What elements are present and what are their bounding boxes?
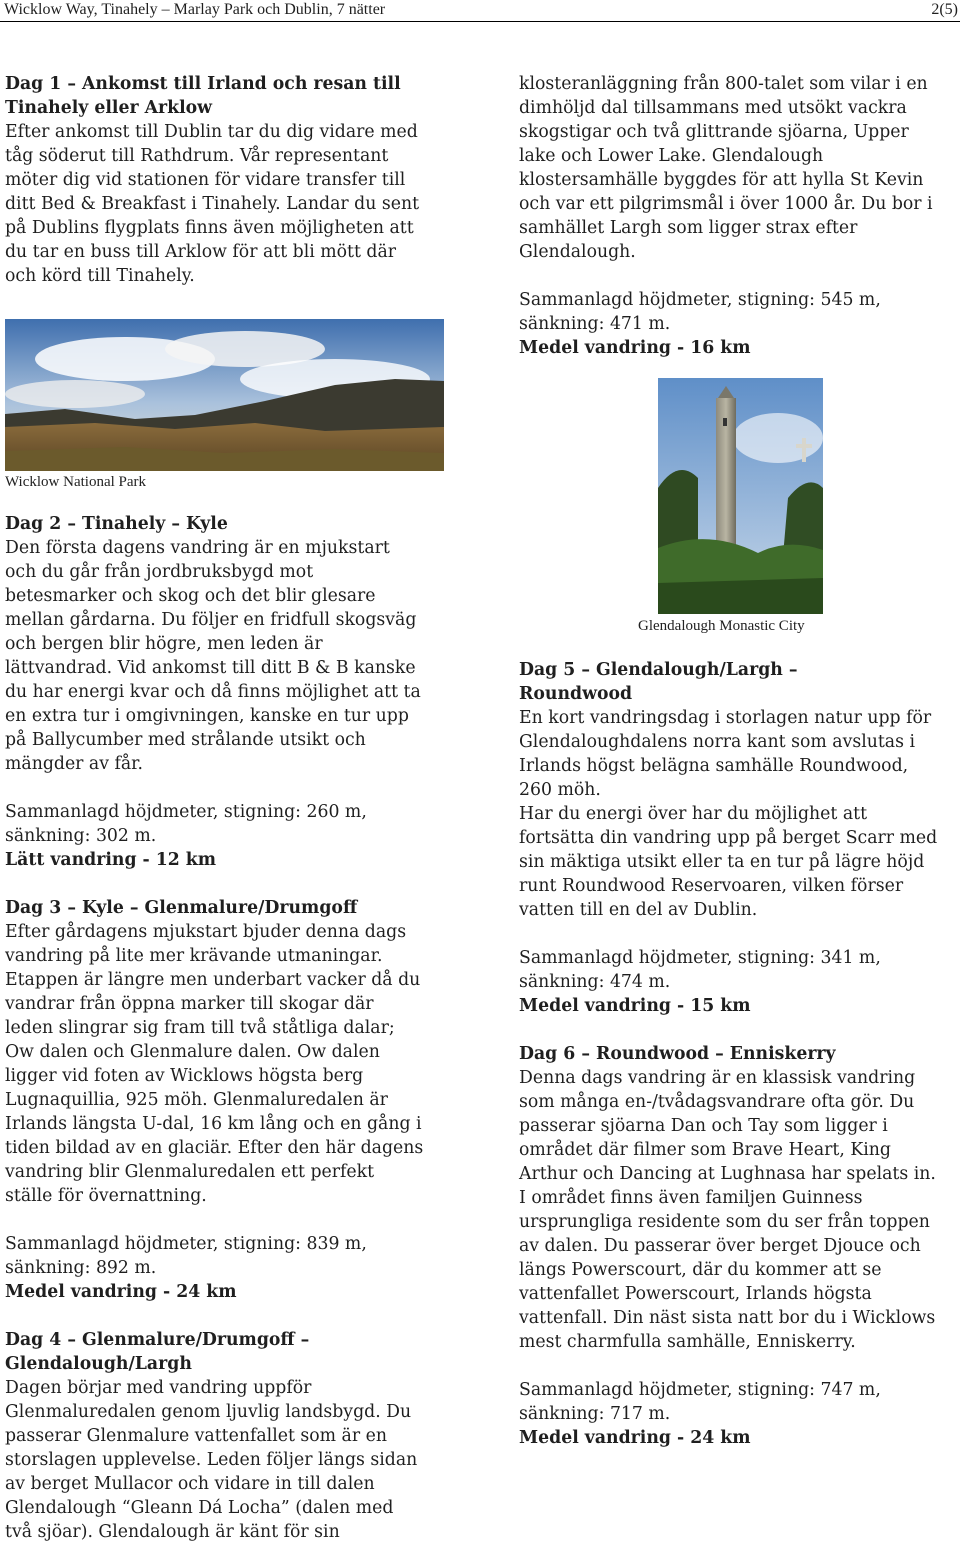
- day-1-section: [5, 72, 451, 288]
- day-4-elevation: sänkning: 471 m.: [519, 314, 671, 334]
- day-1-text: och körd till Tinahely.: [5, 266, 195, 286]
- day-4-text: klostersamhälle byggdes för att hylla St Kevin: [519, 170, 924, 190]
- day-4-text: klosteranläggning från 800-talet som vilar i en: [519, 74, 928, 94]
- day-4-text: passerar Glenmalure vattenfallet som är en: [5, 1426, 387, 1446]
- day-2-text: betesmarker och skog och det blir glesare: [5, 586, 376, 606]
- day-1-text: på Dublins flygplats finns även möjligheten att: [5, 218, 414, 238]
- document-title: Wicklow Way, Tinahely – Marlay Park och Dublin, 7 nätter: [4, 1, 386, 18]
- day-6-text: vattenfall. Din näst sista natt bor du i Wicklows: [519, 1308, 936, 1328]
- day-1-text: tåg söderut till Rathdrum. Vår representant: [5, 146, 389, 166]
- day-5-text: Har du energi över har du möjlighet att: [519, 804, 868, 824]
- day-2-text: en extra tur i omgivningen, kanske en tur upp: [5, 706, 409, 726]
- day-4-text: och var ett pilgrimsmål i över 1000 år. Du bor i: [519, 194, 933, 214]
- day-5-grade: Medel vandring - 15 km: [519, 996, 751, 1016]
- day-4-text: Glenmaluredalen genom ljuvlig landsbygd. Du: [5, 1402, 412, 1422]
- wicklow-national-park-photo: [5, 319, 444, 471]
- day-1-text: ditt Bed & Breakfast i Tinahely. Landar du sent: [5, 194, 420, 214]
- day-4-text: samhället Largh som ligger strax efter: [519, 218, 858, 238]
- day-4-text: dimhöljd dal tillsammans med utsökt vackra: [519, 98, 907, 118]
- day-2-text: och bergen blir högre, men leden är: [5, 634, 323, 654]
- day-2-text: och du går från jordbruksbygd mot: [5, 562, 314, 582]
- day-3-text: vandring blir Glenmaluredalen ett perfekt: [5, 1162, 375, 1182]
- day-5-heading: Dag 5 – Glendalough/Largh –: [519, 660, 798, 680]
- day-2-text: lättvandrad. Vid ankomst till ditt B & B kanske: [5, 658, 416, 678]
- day-2-grade: Lätt vandring - 12 km: [5, 850, 217, 870]
- day-1-text: möter dig vid stationen för vidare transfer till: [5, 170, 406, 190]
- day-3-text: ligger vid foten av Wicklows högsta berg: [5, 1066, 364, 1086]
- day-3-text: ställe för övernattning.: [5, 1186, 207, 1206]
- day-3-text: vandrar från öppna marker till skogar där: [5, 994, 374, 1014]
- day-5-text: runt Roundwood Reservoaren, vilken förser: [519, 876, 904, 896]
- day-1-heading: Dag 1 – Ankomst till Irland och resan till: [5, 74, 401, 94]
- day-2-text: Den första dagens vandring är en mjukstart: [5, 538, 390, 558]
- page-header: [0, 0, 960, 22]
- day-5-text: fortsätta din vandring upp på berget Scarr med: [519, 828, 938, 848]
- day-4-heading: Dag 4 – Glenmalure/Drumgoff –: [5, 1330, 310, 1350]
- day-5-text: En kort vandringsdag i storlagen natur upp för: [519, 708, 932, 728]
- day-3-text: Efter gårdagens mjukstart bjuder denna dags: [5, 922, 407, 942]
- day-4-text: Glendalough.: [519, 242, 636, 262]
- page-number: 2(5): [931, 1, 958, 18]
- day-3-text: tiden bildad av en glaciär. Efter den här dagens: [5, 1138, 424, 1158]
- day-5-text: vatten till en del av Dublin.: [519, 900, 758, 920]
- day-6-text: mest charmfulla samhälle, Enniskerry.: [519, 1332, 856, 1352]
- day-6-text: I området finns även familjen Guinness: [519, 1188, 863, 1208]
- left-column: [5, 72, 451, 1544]
- day-4-heading: Glendalough/Largh: [5, 1354, 192, 1374]
- day-1-heading: Tinahely eller Arklow: [5, 98, 213, 118]
- day-2-text: du har energi kvar och då finns möjlighet att ta: [5, 682, 421, 702]
- day-1-text: Efter ankomst till Dublin tar du dig vidare med: [5, 122, 418, 142]
- glendalough-monastic-city-photo: [658, 378, 823, 614]
- day-3-grade: Medel vandring - 24 km: [5, 1282, 237, 1302]
- day-3-heading: Dag 3 – Kyle – Glenmalure/Drumgoff: [5, 898, 358, 918]
- day-6-elevation: sänkning: 717 m.: [519, 1404, 671, 1424]
- day-3-text: Ow dalen och Glenmalure dalen. Ow dalen: [5, 1042, 380, 1062]
- day-6-text: Denna dags vandring är en klassisk vandring: [519, 1068, 916, 1088]
- day-6-text: ursprungliga residente som du ser från toppen: [519, 1212, 930, 1232]
- day-3-text: Etappen är längre men underbart vacker då du: [5, 970, 421, 990]
- day-6-heading: Dag 6 – Roundwood – Enniskerry: [519, 1044, 836, 1064]
- day-4-text: Dagen börjar med vandring uppför: [5, 1378, 312, 1398]
- day-4-continued-section: [519, 72, 960, 360]
- day-4-text: skogstigar och två glittrande sjöarna, Upper: [519, 122, 909, 142]
- photo-caption: Wicklow National Park: [5, 474, 147, 490]
- day-5-text: Glendaloughdalens norra kant som avslutas i: [519, 732, 915, 752]
- day-6-grade: Medel vandring - 24 km: [519, 1428, 751, 1448]
- day-6-text: området där filmer som Brave Heart, King: [519, 1140, 891, 1160]
- day-5-elevation: sänkning: 474 m.: [519, 972, 671, 992]
- day-4-text: lake och Lower Lake. Glendalough: [519, 146, 824, 166]
- day-5-heading: Roundwood: [519, 684, 633, 704]
- day-2-elevation: sänkning: 302 m.: [5, 826, 157, 846]
- photo-caption: Glendalough Monastic City: [638, 618, 805, 634]
- day-1-text: du tar en buss till Arklow för att bli mött där: [5, 242, 397, 262]
- day-4-text: två sjöar). Glendalough är känt för sin: [5, 1522, 340, 1542]
- day-5-text: 260 möh.: [519, 780, 601, 800]
- day-3-elevation: sänkning: 892 m.: [5, 1258, 157, 1278]
- day-4-text: storslagen upplevelse. Leden följer längs sidan: [5, 1450, 418, 1470]
- day-3-elevation: Sammanlagd höjdmeter, stigning: 839 m,: [5, 1234, 367, 1254]
- right-column: [519, 72, 960, 1450]
- day-5-elevation: Sammanlagd höjdmeter, stigning: 341 m,: [519, 948, 881, 968]
- day-6-text: Arthur och Dancing at Lughnasa har spelats in.: [519, 1164, 936, 1184]
- day-6-text: vattenfallet Powerscourt, Irlands högsta: [519, 1284, 872, 1304]
- day-6-text: som många en-/tvådagsvandrare ofta gör. Du: [519, 1092, 915, 1112]
- day-5-section: [519, 658, 960, 1450]
- day-4-text: Glendalough “Gleann Dá Locha” (dalen med: [5, 1498, 394, 1518]
- day-6-text: passerar sjöarna Dan och Tay som ligger i: [519, 1116, 888, 1136]
- day-6-text: längs Powerscourt, där du kommer att se: [519, 1260, 882, 1280]
- day-3-text: vandring på lite mer krävande utmaningar.: [5, 946, 383, 966]
- day-2-text: på Ballycumber med strålande utsikt och: [5, 730, 366, 750]
- day-6-elevation: Sammanlagd höjdmeter, stigning: 747 m,: [519, 1380, 881, 1400]
- day-2-heading: Dag 2 – Tinahely – Kyle: [5, 514, 228, 534]
- day-6-text: av dalen. Du passerar över berget Djouce och: [519, 1236, 921, 1256]
- day-2-section: [5, 512, 451, 1544]
- day-3-text: leden slingrar sig fram till två ståtliga dalar;: [5, 1018, 395, 1038]
- day-2-text: mängder av får.: [5, 754, 144, 774]
- day-5-text: Irlands högst belägna samhälle Roundwood,: [519, 756, 909, 776]
- day-5-text: sin mäktiga utsikt eller ta en tur på lägre höjd: [519, 852, 925, 872]
- day-4-grade: Medel vandring - 16 km: [519, 338, 751, 358]
- day-2-elevation: Sammanlagd höjdmeter, stigning: 260 m,: [5, 802, 367, 822]
- day-3-text: Irlands längsta U-dal, 16 km lång och en gång i: [5, 1114, 422, 1134]
- day-4-text: av berget Mullacor och vidare in till dalen: [5, 1474, 375, 1494]
- day-4-elevation: Sammanlagd höjdmeter, stigning: 545 m,: [519, 290, 881, 310]
- day-3-text: Lugnaquillia, 925 möh. Glenmaluredalen är: [5, 1090, 388, 1110]
- day-2-text: mellan gårdarna. Du följer en fridfull skogsväg: [5, 610, 417, 630]
